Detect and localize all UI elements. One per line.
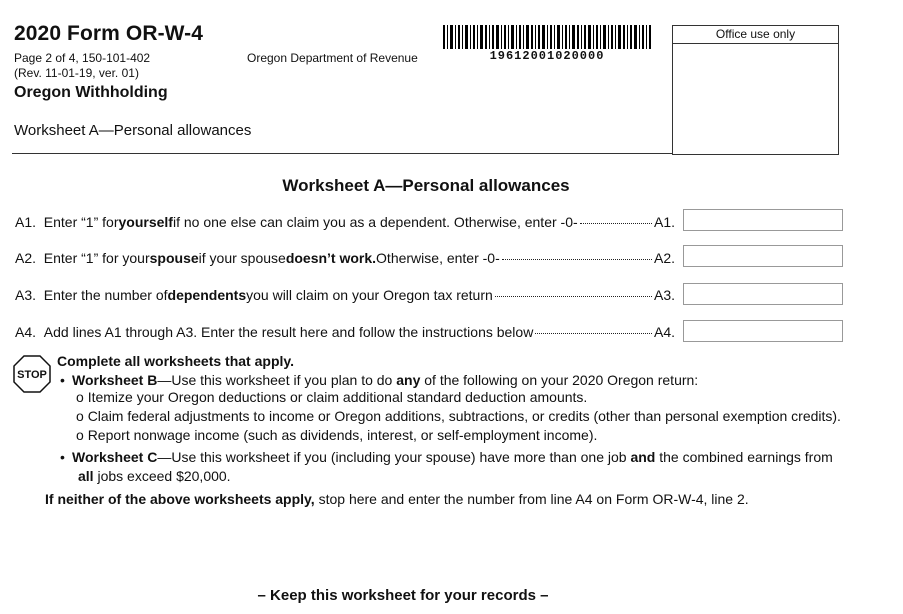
sub-item	[76, 388, 587, 407]
worksheet-b-text-post: of the following on your 2020 Oregon return:	[420, 372, 699, 388]
line-ref: A1.	[653, 214, 675, 230]
line-text-bold: spouse	[149, 250, 199, 266]
line-a1	[15, 214, 675, 230]
sub-item-text: Report nonwage income (such as dividends, interest, or self-employment income).	[87, 427, 598, 443]
barcode-icon	[443, 25, 651, 49]
department-name: Oregon Department of Revenue	[247, 51, 418, 65]
line-text-pre: Add lines A1 through A3. Enter the result here and follow the instructions below	[43, 324, 534, 340]
revision-info: (Rev. 11-01-19, ver. 01)	[14, 66, 139, 80]
instructions-heading: Complete all worksheets that apply.	[57, 353, 295, 369]
sub-item	[76, 426, 597, 445]
sub-item-text: Itemize your Oregon deductions or claim additional standard deduction amounts.	[87, 389, 588, 405]
worksheet-b-text-bold: any	[396, 372, 421, 388]
stop-sign-label: STOP	[17, 369, 47, 381]
sub-item-text: Claim federal adjustments to income or Oregon additions, subtractions, or credits (other than personal exemption credits).	[87, 408, 841, 424]
worksheet-b-text-pre: —Use this worksheet if you plan to do	[157, 372, 397, 388]
form-subtitle: Oregon Withholding	[14, 84, 168, 101]
line-text-pre: Enter the number of	[43, 287, 168, 303]
line-ref: A2.	[653, 250, 675, 266]
circle-bullet-icon: o	[76, 389, 88, 405]
line-text-mid: if no one else can claim you as a dependent. Otherwise, enter -0-	[172, 214, 578, 230]
header-divider	[12, 153, 673, 154]
line-a2	[15, 250, 675, 266]
line-text-mid: you will claim on your Oregon tax return	[246, 287, 493, 303]
leader-dots	[502, 259, 652, 260]
worksheet-c-text-bold: and	[630, 449, 656, 465]
bullet-icon: •	[60, 449, 65, 465]
page-info: Page 2 of 4, 150-101-402	[14, 51, 151, 65]
line-text-pre: Enter “1” for	[43, 214, 119, 230]
worksheet-c-line2	[78, 467, 231, 486]
keep-records-note: – Keep this worksheet for your records –	[257, 587, 549, 604]
form-title: 2020 Form OR-W-4	[14, 22, 204, 45]
worksheet-title: Worksheet A—Personal allowances	[282, 176, 570, 195]
worksheet-b-name: Worksheet B	[72, 372, 158, 388]
stop-sign-icon	[13, 355, 51, 393]
line-ref: A3.	[653, 287, 675, 303]
worksheet-c-line2-text: jobs exceed $20,000.	[93, 468, 231, 484]
line-text-post: Otherwise, enter -0-	[376, 250, 500, 266]
office-use-box	[672, 25, 839, 155]
final-instruction-text: stop here and enter the number from line A4 on Form OR-W-4, line 2.	[314, 491, 749, 507]
line-text-bold2: doesn’t work.	[285, 250, 377, 266]
worksheet-c-name: Worksheet C	[72, 449, 158, 465]
line-id: A1.	[15, 214, 37, 230]
worksheet-c-text-post: the combined earnings from	[655, 449, 833, 465]
line-text-bold: yourself	[118, 214, 173, 230]
line-a3-input[interactable]	[683, 283, 843, 305]
line-ref: A4.	[653, 324, 675, 340]
bullet-icon: •	[60, 372, 65, 388]
line-text-bold: dependents	[167, 287, 247, 303]
worksheet-header: Worksheet A—Personal allowances	[14, 122, 252, 139]
final-instruction	[45, 490, 749, 509]
leader-dots	[535, 333, 652, 334]
line-a1-input[interactable]	[683, 209, 843, 231]
circle-bullet-icon: o	[76, 427, 88, 443]
office-use-label: Office use only	[673, 26, 838, 44]
worksheet-c-line2-bold: all	[78, 468, 94, 484]
line-id: A4.	[15, 324, 37, 340]
final-instruction-bold: If neither of the above worksheets apply,	[45, 491, 315, 507]
circle-bullet-icon: o	[76, 408, 88, 424]
line-a4	[15, 324, 675, 340]
line-text-pre: Enter “1” for your	[43, 250, 150, 266]
bullet-worksheet-c	[60, 448, 833, 467]
line-a4-input[interactable]	[683, 320, 843, 342]
line-a3	[15, 287, 675, 303]
leader-dots	[580, 223, 652, 224]
line-id: A2.	[15, 250, 37, 266]
sub-item	[76, 407, 841, 426]
leader-dots	[495, 296, 652, 297]
line-id: A3.	[15, 287, 37, 303]
worksheet-c-text-pre: —Use this worksheet if you (including your spouse) have more than one job	[157, 449, 631, 465]
line-a2-input[interactable]	[683, 245, 843, 267]
barcode-number: 19612001020000	[489, 49, 605, 63]
line-text-mid: if your spouse	[198, 250, 286, 266]
